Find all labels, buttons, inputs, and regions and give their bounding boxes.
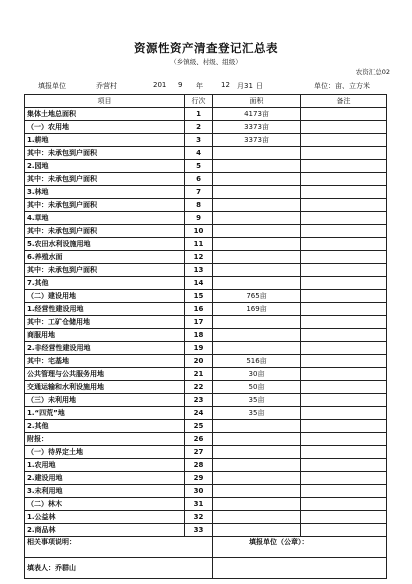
row-line-no-cell: 27 xyxy=(185,446,213,459)
row-item-cell: 其中：未承包到户面积 xyxy=(25,147,185,160)
table-row xyxy=(25,433,387,446)
row-area-cell xyxy=(213,329,301,342)
row-area-cell xyxy=(213,160,301,173)
table-row xyxy=(25,277,387,290)
row-remark-cell xyxy=(301,173,387,186)
row-area-cell xyxy=(213,212,301,225)
table-row xyxy=(25,199,387,212)
row-area-cell: 35亩 xyxy=(213,394,301,407)
row-area-cell xyxy=(213,316,301,329)
row-remark-cell xyxy=(301,225,387,238)
table-row xyxy=(25,329,387,342)
row-item-cell: 集体土地总面积 xyxy=(25,108,185,121)
table-header-row xyxy=(25,95,387,108)
row-line-no-cell: 9 xyxy=(185,212,213,225)
table-row xyxy=(25,173,387,186)
row-remark-cell xyxy=(301,524,387,537)
row-area-cell: 765亩 xyxy=(213,290,301,303)
row-item-cell: 2.建设用地 xyxy=(25,472,185,485)
row-item-cell: 其中：未承包到户面积 xyxy=(25,264,185,277)
row-area-cell xyxy=(213,238,301,251)
row-line-no-cell: 11 xyxy=(185,238,213,251)
footer-row-filler xyxy=(25,558,387,579)
footer-empty-cell xyxy=(213,558,387,579)
row-item-cell: 3.林地 xyxy=(25,186,185,199)
row-area-cell xyxy=(213,264,301,277)
row-area-cell xyxy=(213,524,301,537)
row-item-cell: 其中：宅基地 xyxy=(25,355,185,368)
table-row xyxy=(25,238,387,251)
table-row xyxy=(25,108,387,121)
row-area-cell: 4173亩 xyxy=(213,108,301,121)
column-header-area: 面积 xyxy=(213,95,301,108)
row-area-cell xyxy=(213,446,301,459)
row-remark-cell xyxy=(301,238,387,251)
table-row xyxy=(25,459,387,472)
row-remark-cell xyxy=(301,511,387,524)
column-header-item: 项目 xyxy=(25,95,185,108)
row-remark-cell xyxy=(301,316,387,329)
row-remark-cell xyxy=(301,446,387,459)
column-header-line-no: 行次 xyxy=(185,95,213,108)
row-line-no-cell: 6 xyxy=(185,173,213,186)
row-remark-cell xyxy=(301,368,387,381)
table-row xyxy=(25,511,387,524)
row-remark-cell xyxy=(301,355,387,368)
row-area-cell: 50亩 xyxy=(213,381,301,394)
table-row xyxy=(25,290,387,303)
row-item-cell: （二）建设用地 xyxy=(25,290,185,303)
row-remark-cell xyxy=(301,121,387,134)
row-item-cell: （二）林木 xyxy=(25,498,185,511)
row-line-no-cell: 14 xyxy=(185,277,213,290)
row-area-cell xyxy=(213,459,301,472)
row-area-cell xyxy=(213,225,301,238)
row-item-cell: （一）农用地 xyxy=(25,121,185,134)
row-remark-cell xyxy=(301,303,387,316)
row-line-no-cell: 28 xyxy=(185,459,213,472)
row-remark-cell xyxy=(301,212,387,225)
row-item-cell: 7.其他 xyxy=(25,277,185,290)
row-line-no-cell: 32 xyxy=(185,511,213,524)
row-area-cell: 3373亩 xyxy=(213,121,301,134)
row-remark-cell xyxy=(301,199,387,212)
row-remark-cell xyxy=(301,342,387,355)
table-row xyxy=(25,225,387,238)
row-line-no-cell: 17 xyxy=(185,316,213,329)
row-item-cell: 交通运输和水利设施用地 xyxy=(25,381,185,394)
row-line-no-cell: 26 xyxy=(185,433,213,446)
row-line-no-cell: 15 xyxy=(185,290,213,303)
row-line-no-cell: 12 xyxy=(185,251,213,264)
table-row xyxy=(25,121,387,134)
row-item-cell: 1.经营性建设用地 xyxy=(25,303,185,316)
row-remark-cell xyxy=(301,407,387,420)
row-item-cell: 其中：未承包到户面积 xyxy=(25,173,185,186)
unit-label: 填报单位 xyxy=(38,82,66,90)
row-item-cell: 2.其他 xyxy=(25,420,185,433)
table-row xyxy=(25,394,387,407)
row-remark-cell xyxy=(301,459,387,472)
row-area-cell xyxy=(213,147,301,160)
table-row xyxy=(25,134,387,147)
row-item-cell: 1.“四荒”地 xyxy=(25,407,185,420)
row-remark-cell xyxy=(301,108,387,121)
row-line-no-cell: 22 xyxy=(185,381,213,394)
row-area-cell xyxy=(213,420,301,433)
table-row xyxy=(25,342,387,355)
table-row xyxy=(25,446,387,459)
row-area-cell xyxy=(213,186,301,199)
row-line-no-cell: 5 xyxy=(185,160,213,173)
row-remark-cell xyxy=(301,251,387,264)
row-line-no-cell: 24 xyxy=(185,407,213,420)
table-row xyxy=(25,160,387,173)
row-remark-cell xyxy=(301,394,387,407)
table-row xyxy=(25,498,387,511)
table-row xyxy=(25,420,387,433)
row-remark-cell xyxy=(301,160,387,173)
asset-summary-table xyxy=(24,94,387,579)
row-remark-cell xyxy=(301,186,387,199)
row-area-cell xyxy=(213,173,301,186)
row-remark-cell xyxy=(301,134,387,147)
row-item-cell: 2.园地 xyxy=(25,160,185,173)
table-row xyxy=(25,485,387,498)
row-item-cell: 其中：未承包到户面积 xyxy=(25,199,185,212)
row-area-cell xyxy=(213,342,301,355)
row-area-cell: 35亩 xyxy=(213,407,301,420)
row-item-cell: 其中：工矿仓储用地 xyxy=(25,316,185,329)
row-line-no-cell: 19 xyxy=(185,342,213,355)
row-area-cell xyxy=(213,511,301,524)
row-line-no-cell: 7 xyxy=(185,186,213,199)
table-body xyxy=(25,108,387,537)
table-row xyxy=(25,251,387,264)
row-area-cell xyxy=(213,199,301,212)
row-line-no-cell: 20 xyxy=(185,355,213,368)
row-line-no-cell: 8 xyxy=(185,199,213,212)
row-item-cell: 公共管理与公共服务用地 xyxy=(25,368,185,381)
page-title: 资源性资产清查登记汇总表 xyxy=(134,41,278,55)
column-header-remark: 备注 xyxy=(301,95,387,108)
filler-label: 填表人：乔群山 xyxy=(25,558,213,579)
row-area-cell: 516亩 xyxy=(213,355,301,368)
row-area-cell: 169亩 xyxy=(213,303,301,316)
row-remark-cell xyxy=(301,329,387,342)
page-subtitle: （乡镇级、村级、组级） xyxy=(170,58,242,66)
row-item-cell: 5.农田水利设施用地 xyxy=(25,238,185,251)
table-row xyxy=(25,186,387,199)
table-row xyxy=(25,368,387,381)
row-item-cell: 4.草地 xyxy=(25,212,185,225)
row-item-cell: 1.耕地 xyxy=(25,134,185,147)
row-remark-cell xyxy=(301,420,387,433)
row-item-cell: 2.非经营性建设用地 xyxy=(25,342,185,355)
row-item-cell: 1.公益林 xyxy=(25,511,185,524)
row-area-cell xyxy=(213,472,301,485)
row-area-cell xyxy=(213,251,301,264)
row-item-cell: 2.商品林 xyxy=(25,524,185,537)
unit-measure: 单位：亩、立方米 xyxy=(314,82,370,90)
table-row xyxy=(25,264,387,277)
table-row xyxy=(25,303,387,316)
row-area-cell: 3373亩 xyxy=(213,134,301,147)
row-line-no-cell: 16 xyxy=(185,303,213,316)
row-area-cell xyxy=(213,433,301,446)
report-year-char: 年 xyxy=(196,82,203,90)
row-item-cell: （三）未利用地 xyxy=(25,394,185,407)
row-item-cell: 1.农用地 xyxy=(25,459,185,472)
table-row xyxy=(25,472,387,485)
table-row xyxy=(25,316,387,329)
row-remark-cell xyxy=(301,277,387,290)
row-item-cell: （一）待界定土地 xyxy=(25,446,185,459)
row-line-no-cell: 4 xyxy=(185,147,213,160)
report-month-char: 月31 xyxy=(237,82,253,90)
row-line-no-cell: 13 xyxy=(185,264,213,277)
row-item-cell: 3.未利用地 xyxy=(25,485,185,498)
row-area-cell xyxy=(213,498,301,511)
row-line-no-cell: 10 xyxy=(185,225,213,238)
row-area-cell: 30亩 xyxy=(213,368,301,381)
footer-row-notes xyxy=(25,537,387,558)
row-remark-cell xyxy=(301,381,387,394)
row-remark-cell xyxy=(301,472,387,485)
row-remark-cell xyxy=(301,433,387,446)
row-item-cell: 其中：未承包到户面积 xyxy=(25,225,185,238)
unit-value: 乔营村 xyxy=(96,82,117,90)
row-item-cell: 附报： xyxy=(25,433,185,446)
row-line-no-cell: 30 xyxy=(185,485,213,498)
row-line-no-cell: 18 xyxy=(185,329,213,342)
row-line-no-cell: 1 xyxy=(185,108,213,121)
row-area-cell xyxy=(213,277,301,290)
notes-label: 相关事项说明： xyxy=(25,537,213,558)
seal-label: 填报单位（公章）： xyxy=(213,537,387,558)
row-remark-cell xyxy=(301,147,387,160)
row-remark-cell xyxy=(301,264,387,277)
report-year: 201 xyxy=(153,81,167,89)
row-line-no-cell: 3 xyxy=(185,134,213,147)
table-row xyxy=(25,381,387,394)
table-row xyxy=(25,524,387,537)
row-line-no-cell: 31 xyxy=(185,498,213,511)
row-line-no-cell: 21 xyxy=(185,368,213,381)
row-remark-cell xyxy=(301,290,387,303)
row-item-cell: 商服用地 xyxy=(25,329,185,342)
form-code: 农资汇总02 xyxy=(355,68,390,76)
table-row xyxy=(25,212,387,225)
row-line-no-cell: 33 xyxy=(185,524,213,537)
row-remark-cell xyxy=(301,485,387,498)
row-line-no-cell: 29 xyxy=(185,472,213,485)
row-line-no-cell: 23 xyxy=(185,394,213,407)
row-area-cell xyxy=(213,485,301,498)
table-row xyxy=(25,355,387,368)
report-month: 12 xyxy=(221,81,230,89)
report-day-char: 日 xyxy=(256,82,263,90)
report-year-suffix: 9 xyxy=(178,81,183,89)
row-line-no-cell: 2 xyxy=(185,121,213,134)
row-item-cell: 6.养殖水面 xyxy=(25,251,185,264)
table-row xyxy=(25,147,387,160)
row-line-no-cell: 25 xyxy=(185,420,213,433)
table-row xyxy=(25,407,387,420)
row-remark-cell xyxy=(301,498,387,511)
